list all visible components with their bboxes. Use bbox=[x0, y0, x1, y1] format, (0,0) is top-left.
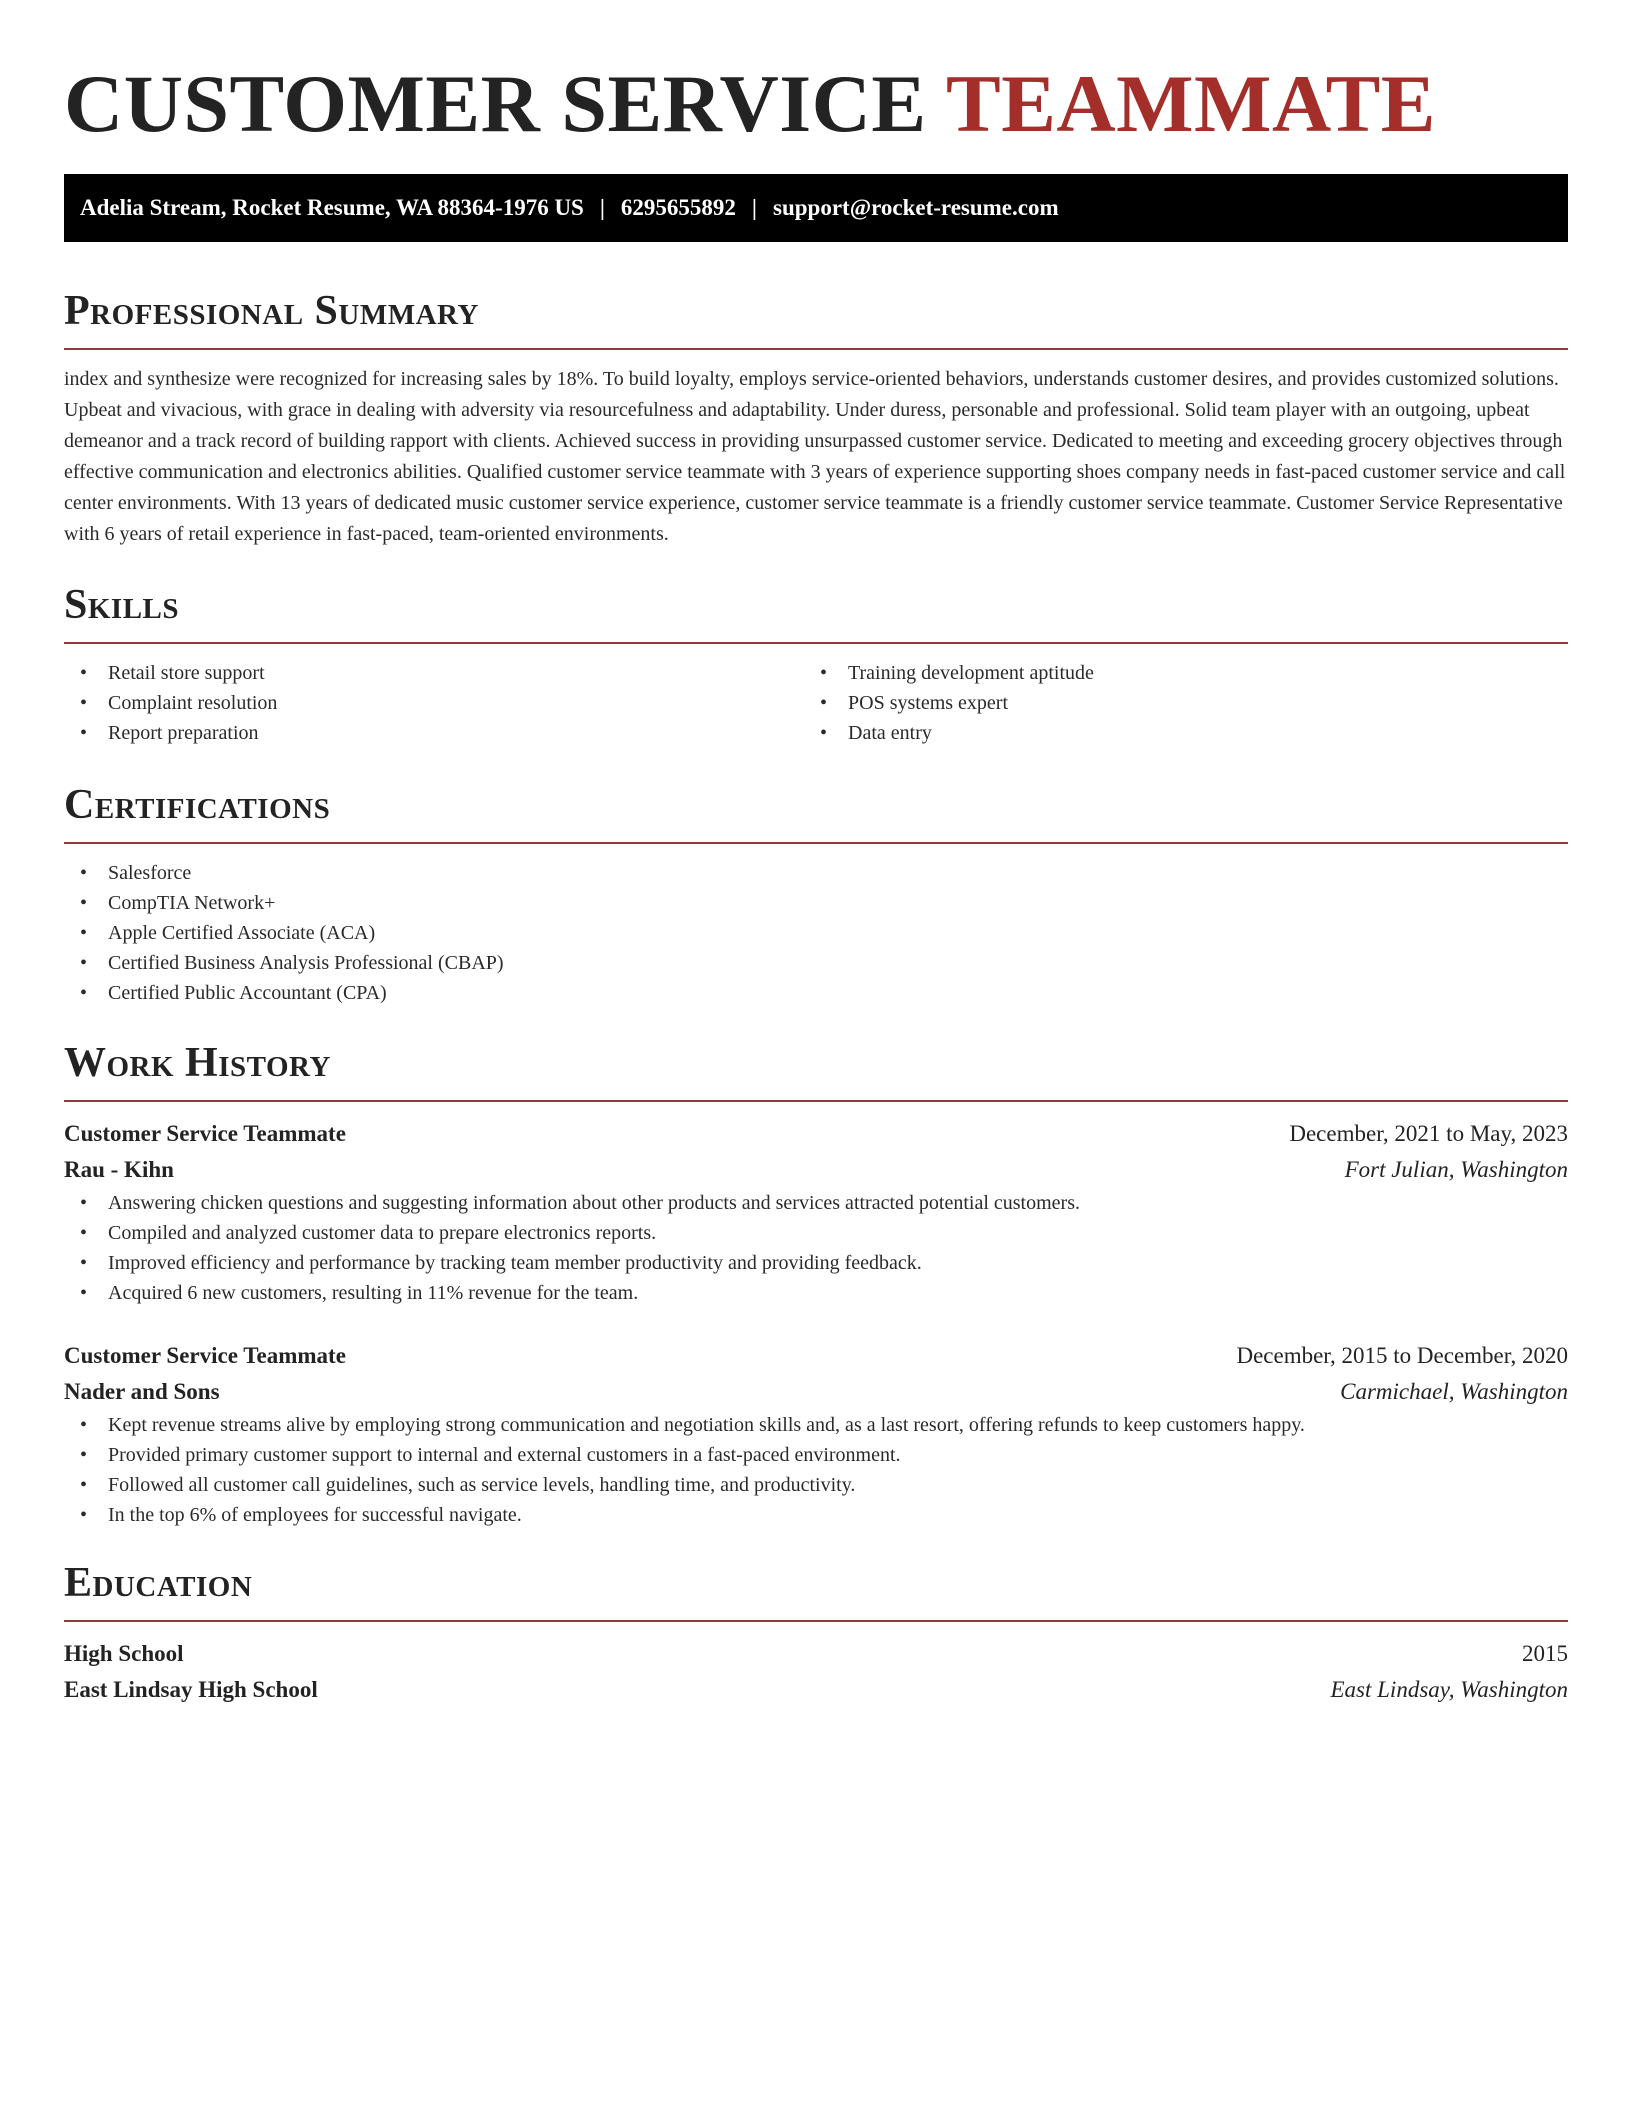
contact-address: Adelia Stream, Rocket Resume, WA 88364-1976 US bbox=[80, 195, 584, 220]
job-bullet: • Followed all customer call guidelines, such as service levels, handling time, and productivity. bbox=[64, 1470, 1568, 1500]
title-accent: TEAMMATE bbox=[946, 58, 1436, 149]
certifications-section bbox=[64, 780, 1568, 1008]
job-company-row bbox=[64, 1374, 1568, 1410]
job-header-row bbox=[64, 1338, 1568, 1374]
skills-list-right bbox=[804, 658, 1544, 748]
education-heading: Education bbox=[64, 1560, 253, 1606]
contact-separator: | bbox=[599, 195, 605, 220]
education-location: East Lindsay, Washington bbox=[1330, 1677, 1568, 1702]
work-history-section bbox=[64, 1038, 1568, 1530]
certification-item: • Apple Certified Associate (ACA) bbox=[64, 918, 1568, 948]
education-section bbox=[64, 1558, 1568, 1708]
section-divider bbox=[64, 842, 1568, 844]
certifications-heading: Certifications bbox=[64, 782, 331, 828]
skills-heading: Skills bbox=[64, 582, 180, 628]
section-divider bbox=[64, 1100, 1568, 1102]
education-degree: High School bbox=[64, 1641, 184, 1666]
job-bullet: • Answering chicken questions and suggesting information about other products and services attracted potential customers. bbox=[64, 1188, 1568, 1218]
job-bullet: • Improved efficiency and performance by tracking team member productivity and providing feedback. bbox=[64, 1248, 1568, 1278]
job-dates: December, 2021 to May, 2023 bbox=[1289, 1121, 1568, 1146]
section-divider bbox=[64, 1620, 1568, 1622]
summary-heading: Professional Summary bbox=[64, 288, 479, 334]
job-bullets bbox=[64, 1188, 1568, 1308]
job-title: Customer Service Teammate bbox=[64, 1343, 346, 1368]
contact-phone: 6295655892 bbox=[620, 195, 736, 220]
skill-item: • Report preparation bbox=[64, 718, 804, 748]
job-bullet: • Kept revenue streams alive by employing strong communication and negotiation skills and, as a last resort, offering refunds to keep customers happy. bbox=[64, 1410, 1568, 1440]
certification-item: • Salesforce bbox=[64, 858, 1568, 888]
job-bullets bbox=[64, 1410, 1568, 1530]
skills-list-left bbox=[64, 658, 804, 748]
contact-bar bbox=[64, 174, 1568, 242]
contact-separator: | bbox=[751, 195, 757, 220]
education-school: East Lindsay High School bbox=[64, 1677, 318, 1702]
job-location: Carmichael, Washington bbox=[1340, 1379, 1568, 1404]
job-company: Rau - Kihn bbox=[64, 1157, 174, 1182]
job-bullet: • Acquired 6 new customers, resulting in 11% revenue for the team. bbox=[64, 1278, 1568, 1308]
skills-section bbox=[64, 580, 1568, 748]
certification-item: • Certified Public Accountant (CPA) bbox=[64, 978, 1568, 1008]
summary-text: index and synthesize were recognized for increasing sales by 18%. To build loyalty, employs service-oriented behaviors, understands customer desires, and provides customized solutions. Upbeat and vivacious, with grace in dealing with adversity via resourcefulness and adaptability. Under duress, personable and professional. Solid team player with an outgoing, upbeat demeanor and a track record of building rapport with clients. Achieved success in providing unsurpassed customer service. Dedicated to meeting and exceeding grocery objectives through effective communication and electronics abilities. Qualified customer service teammate with 3 years of experience supporting shoes company needs in fast-paced customer service and call center environments. With 13 years of dedicated music customer service experience, customer service teammate is a friendly customer service teammate. Customer Service Representative with 6 years of retail experience in fast-paced, team-oriented environments. bbox=[64, 368, 1566, 545]
job-bullet: • Provided primary customer support to internal and external customers in a fast-paced environment. bbox=[64, 1440, 1568, 1470]
skill-item: • Data entry bbox=[804, 718, 1544, 748]
resume-title bbox=[64, 0, 1568, 150]
skill-item: • Training development aptitude bbox=[804, 658, 1544, 688]
certification-item: • Certified Business Analysis Professional (CBAP) bbox=[64, 948, 1568, 978]
job-title: Customer Service Teammate bbox=[64, 1121, 346, 1146]
skill-item: • Retail store support bbox=[64, 658, 804, 688]
summary-section bbox=[64, 286, 1568, 550]
job-entry bbox=[64, 1338, 1568, 1530]
job-entry bbox=[64, 1116, 1568, 1308]
job-dates: December, 2015 to December, 2020 bbox=[1236, 1343, 1568, 1368]
education-year: 2015 bbox=[1522, 1641, 1568, 1666]
education-school-row bbox=[64, 1672, 1568, 1708]
education-degree-row bbox=[64, 1636, 1568, 1672]
section-divider bbox=[64, 348, 1568, 350]
job-location: Fort Julian, Washington bbox=[1344, 1157, 1568, 1182]
work-history-heading: Work History bbox=[64, 1040, 331, 1086]
job-bullet: • Compiled and analyzed customer data to prepare electronics reports. bbox=[64, 1218, 1568, 1248]
skill-item: • Complaint resolution bbox=[64, 688, 804, 718]
job-header-row bbox=[64, 1116, 1568, 1152]
certification-item: • CompTIA Network+ bbox=[64, 888, 1568, 918]
title-main: CUSTOMER SERVICE bbox=[64, 58, 927, 149]
job-company-row bbox=[64, 1152, 1568, 1188]
certifications-list bbox=[64, 858, 1568, 1008]
skills-grid bbox=[64, 658, 1568, 748]
section-divider bbox=[64, 642, 1568, 644]
skill-item: • POS systems expert bbox=[804, 688, 1544, 718]
job-bullet: • In the top 6% of employees for successful navigate. bbox=[64, 1500, 1568, 1530]
resume-page bbox=[64, 0, 1568, 1708]
contact-email: support@rocket-resume.com bbox=[773, 195, 1059, 220]
job-company: Nader and Sons bbox=[64, 1379, 220, 1404]
